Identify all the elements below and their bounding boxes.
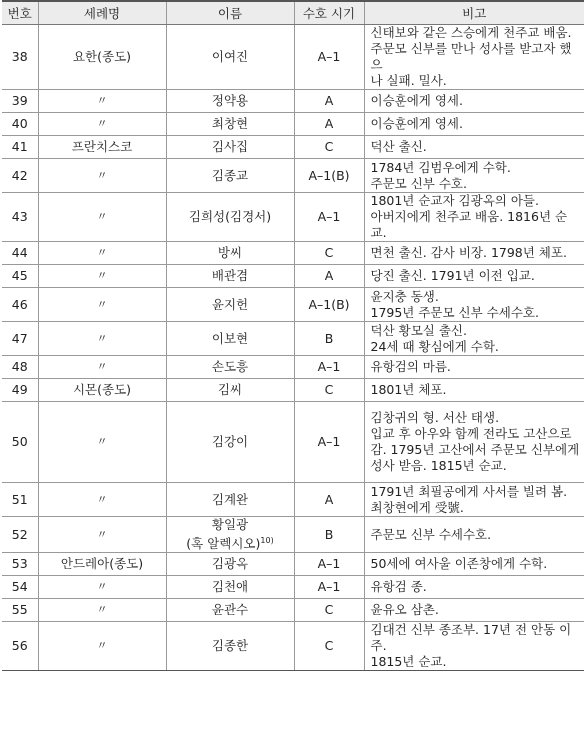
- row-note: [364, 483, 584, 517]
- note-line: 주문모 신부 수세수호.: [370, 526, 492, 542]
- row-period: C: [294, 136, 364, 159]
- row-note: [364, 25, 584, 90]
- row-name: 김종한: [166, 622, 294, 671]
- row-number: 46: [2, 288, 38, 322]
- row-period: A–1: [294, 25, 364, 90]
- note-line: 1795년 주문모 신부 수세수호.: [370, 304, 539, 320]
- table-row: [2, 576, 584, 599]
- row-number: 56: [2, 622, 38, 671]
- row-period: A–1: [294, 553, 364, 576]
- row-period: A: [294, 265, 364, 288]
- note-line: 1801년 순교자 김광옥의 아들.: [370, 193, 539, 208]
- note-line: 50세에 여사울 이존창에게 수학.: [370, 556, 548, 572]
- row-baptismal-name: 〃: [38, 265, 166, 288]
- note-line: 김대건 신부 종조부. 17년 전 안동 이주.: [370, 622, 572, 654]
- row-baptismal-name: 〃: [38, 483, 166, 517]
- row-number: 41: [2, 136, 38, 159]
- note-line: 면천 출신. 감사 비장. 1798년 체포.: [370, 245, 567, 260]
- note-line: 최창현에게 受號.: [370, 499, 464, 515]
- row-name-alias: (혹 알렉시오): [186, 536, 261, 552]
- table-row: [2, 288, 584, 322]
- note-line: 이승훈에게 영세.: [370, 116, 463, 131]
- row-name: 김강이: [166, 402, 294, 483]
- row-period: C: [294, 379, 364, 402]
- row-name: 김씨: [166, 379, 294, 402]
- row-note: [364, 553, 584, 576]
- row-period: C: [294, 622, 364, 671]
- note-line: 1815년 순교.: [370, 654, 447, 670]
- header-baptismal-name: 세례명: [38, 1, 166, 25]
- row-baptismal-name: 〃: [38, 622, 166, 671]
- row-period: A–1: [294, 402, 364, 483]
- row-number: 40: [2, 113, 38, 136]
- row-number: 51: [2, 483, 38, 517]
- note-line: 입교 후 아우와 함께 전라도 고산으로: [370, 426, 572, 441]
- row-baptismal-name: 〃: [38, 322, 166, 356]
- row-note: [364, 288, 584, 322]
- row-number: 43: [2, 193, 38, 242]
- row-name: 이여진: [166, 25, 294, 90]
- table-row: [2, 25, 584, 90]
- note-line: 주문모 신부 수호.: [370, 175, 467, 191]
- note-line: 1801년 체포.: [370, 382, 447, 397]
- row-number: 38: [2, 25, 38, 90]
- table-row: [2, 242, 584, 265]
- table-row: [2, 90, 584, 113]
- table-row: [2, 599, 584, 622]
- row-note: [364, 113, 584, 136]
- row-period: A: [294, 483, 364, 517]
- row-note: [364, 159, 584, 193]
- header-period: 수호 시기: [294, 1, 364, 25]
- note-line: 윤지충 동생.: [370, 288, 439, 304]
- row-baptismal-name: 〃: [38, 242, 166, 265]
- table-row: [2, 517, 584, 553]
- row-note: [364, 356, 584, 379]
- row-baptismal-name: 〃: [38, 402, 166, 483]
- table-row: [2, 113, 584, 136]
- row-note: [364, 193, 584, 242]
- note-line: 당진 출신. 1791년 이전 입교.: [370, 268, 535, 283]
- row-number: 53: [2, 553, 38, 576]
- row-period: B: [294, 517, 364, 553]
- note-line: 덕산 출신.: [370, 139, 427, 154]
- row-name: 김계완: [166, 483, 294, 517]
- records-table: [2, 0, 584, 671]
- row-name: 김희성(김경서): [166, 193, 294, 242]
- row-number: 50: [2, 402, 38, 483]
- header-row: [2, 1, 584, 25]
- row-name: 손도흥: [166, 356, 294, 379]
- row-note: [364, 265, 584, 288]
- note-line: 주문모 신부를 만나 성사를 받고자 했으: [370, 41, 572, 72]
- row-number: 44: [2, 242, 38, 265]
- row-name: 정약용: [166, 90, 294, 113]
- footnote-marker: 10): [260, 536, 274, 545]
- note-line: 감. 1795년 고산에서 주문모 신부에게: [370, 442, 580, 457]
- row-period: B: [294, 322, 364, 356]
- row-note: [364, 242, 584, 265]
- row-baptismal-name: 〃: [38, 113, 166, 136]
- row-baptismal-name: 〃: [38, 517, 166, 553]
- row-baptismal-name: 〃: [38, 599, 166, 622]
- row-note: [364, 322, 584, 356]
- note-line: 아버지에게 천주교 배움. 1816년 순교.: [370, 209, 568, 240]
- row-baptismal-name: 안드레아(종도): [38, 553, 166, 576]
- note-line: 이승훈에게 영세.: [370, 93, 463, 108]
- row-number: 54: [2, 576, 38, 599]
- row-name: 이보현: [166, 322, 294, 356]
- row-name: 김천애: [166, 576, 294, 599]
- table-row: [2, 322, 584, 356]
- row-period: A: [294, 113, 364, 136]
- row-number: 45: [2, 265, 38, 288]
- header-name: 이름: [166, 1, 294, 25]
- row-note: [364, 402, 584, 483]
- row-name: 배관겸: [166, 265, 294, 288]
- row-note: [364, 599, 584, 622]
- row-period: C: [294, 599, 364, 622]
- row-name-primary: 황일광: [211, 517, 249, 532]
- row-baptismal-name: 〃: [38, 90, 166, 113]
- row-period: A–1: [294, 576, 364, 599]
- note-line: 덕산 황모실 출신.: [370, 322, 467, 338]
- row-note: [364, 576, 584, 599]
- row-name: 김광옥: [166, 553, 294, 576]
- row-note: [364, 517, 584, 553]
- note-line: 1784년 김범우에게 수학.: [370, 159, 511, 175]
- row-name: 김사집: [166, 136, 294, 159]
- row-name: [166, 517, 294, 553]
- row-period: A–1(B): [294, 159, 364, 193]
- note-line: 유항검의 마름.: [370, 359, 451, 374]
- note-line: 24세 때 황심에게 수학.: [370, 338, 499, 354]
- row-baptismal-name: 〃: [38, 356, 166, 379]
- table-row: [2, 356, 584, 379]
- table-row: [2, 402, 584, 483]
- row-name: 윤지헌: [166, 288, 294, 322]
- note-line: 나 실패. 밀사.: [370, 73, 447, 88]
- table-row: [2, 159, 584, 193]
- row-note: [364, 379, 584, 402]
- row-name: 윤관수: [166, 599, 294, 622]
- note-line: 1791년 최필공에게 사서를 빌려 봄.: [370, 483, 568, 499]
- table-row: [2, 379, 584, 402]
- row-name: 방씨: [166, 242, 294, 265]
- row-number: 48: [2, 356, 38, 379]
- row-baptismal-name: 〃: [38, 193, 166, 242]
- row-period: A: [294, 90, 364, 113]
- row-number: 49: [2, 379, 38, 402]
- table-row: [2, 622, 584, 671]
- note-line: 김창귀의 형. 서산 태생.: [370, 410, 500, 425]
- table-row: [2, 483, 584, 517]
- row-note: [364, 136, 584, 159]
- row-baptismal-name: 요한(종도): [38, 25, 166, 90]
- row-number: 39: [2, 90, 38, 113]
- row-baptismal-name: 프란치스코: [38, 136, 166, 159]
- row-number: 42: [2, 159, 38, 193]
- row-period: A–1(B): [294, 288, 364, 322]
- row-period: C: [294, 242, 364, 265]
- table-row: [2, 193, 584, 242]
- table-row: [2, 136, 584, 159]
- header-note: 비고: [364, 1, 584, 25]
- note-line: 유항검 종.: [370, 579, 427, 595]
- note-line: 신태보와 같은 스승에게 천주교 배움.: [370, 25, 572, 40]
- table-row: [2, 265, 584, 288]
- row-baptismal-name: 〃: [38, 159, 166, 193]
- row-name: 김종교: [166, 159, 294, 193]
- row-number: 55: [2, 599, 38, 622]
- row-baptismal-name: 〃: [38, 576, 166, 599]
- row-period: A–1: [294, 356, 364, 379]
- row-period: A–1: [294, 193, 364, 242]
- row-name: 최창현: [166, 113, 294, 136]
- row-number: 52: [2, 517, 38, 553]
- note-line: 성사 받음. 1815년 순교.: [370, 458, 507, 473]
- row-note: [364, 622, 584, 671]
- header-number: 번호: [2, 1, 38, 25]
- row-baptismal-name: 〃: [38, 288, 166, 322]
- note-line: 윤유오 삼촌.: [370, 602, 439, 618]
- table-body: [2, 25, 584, 671]
- table-row: [2, 553, 584, 576]
- row-baptismal-name: 시몬(종도): [38, 379, 166, 402]
- row-note: [364, 90, 584, 113]
- row-number: 47: [2, 322, 38, 356]
